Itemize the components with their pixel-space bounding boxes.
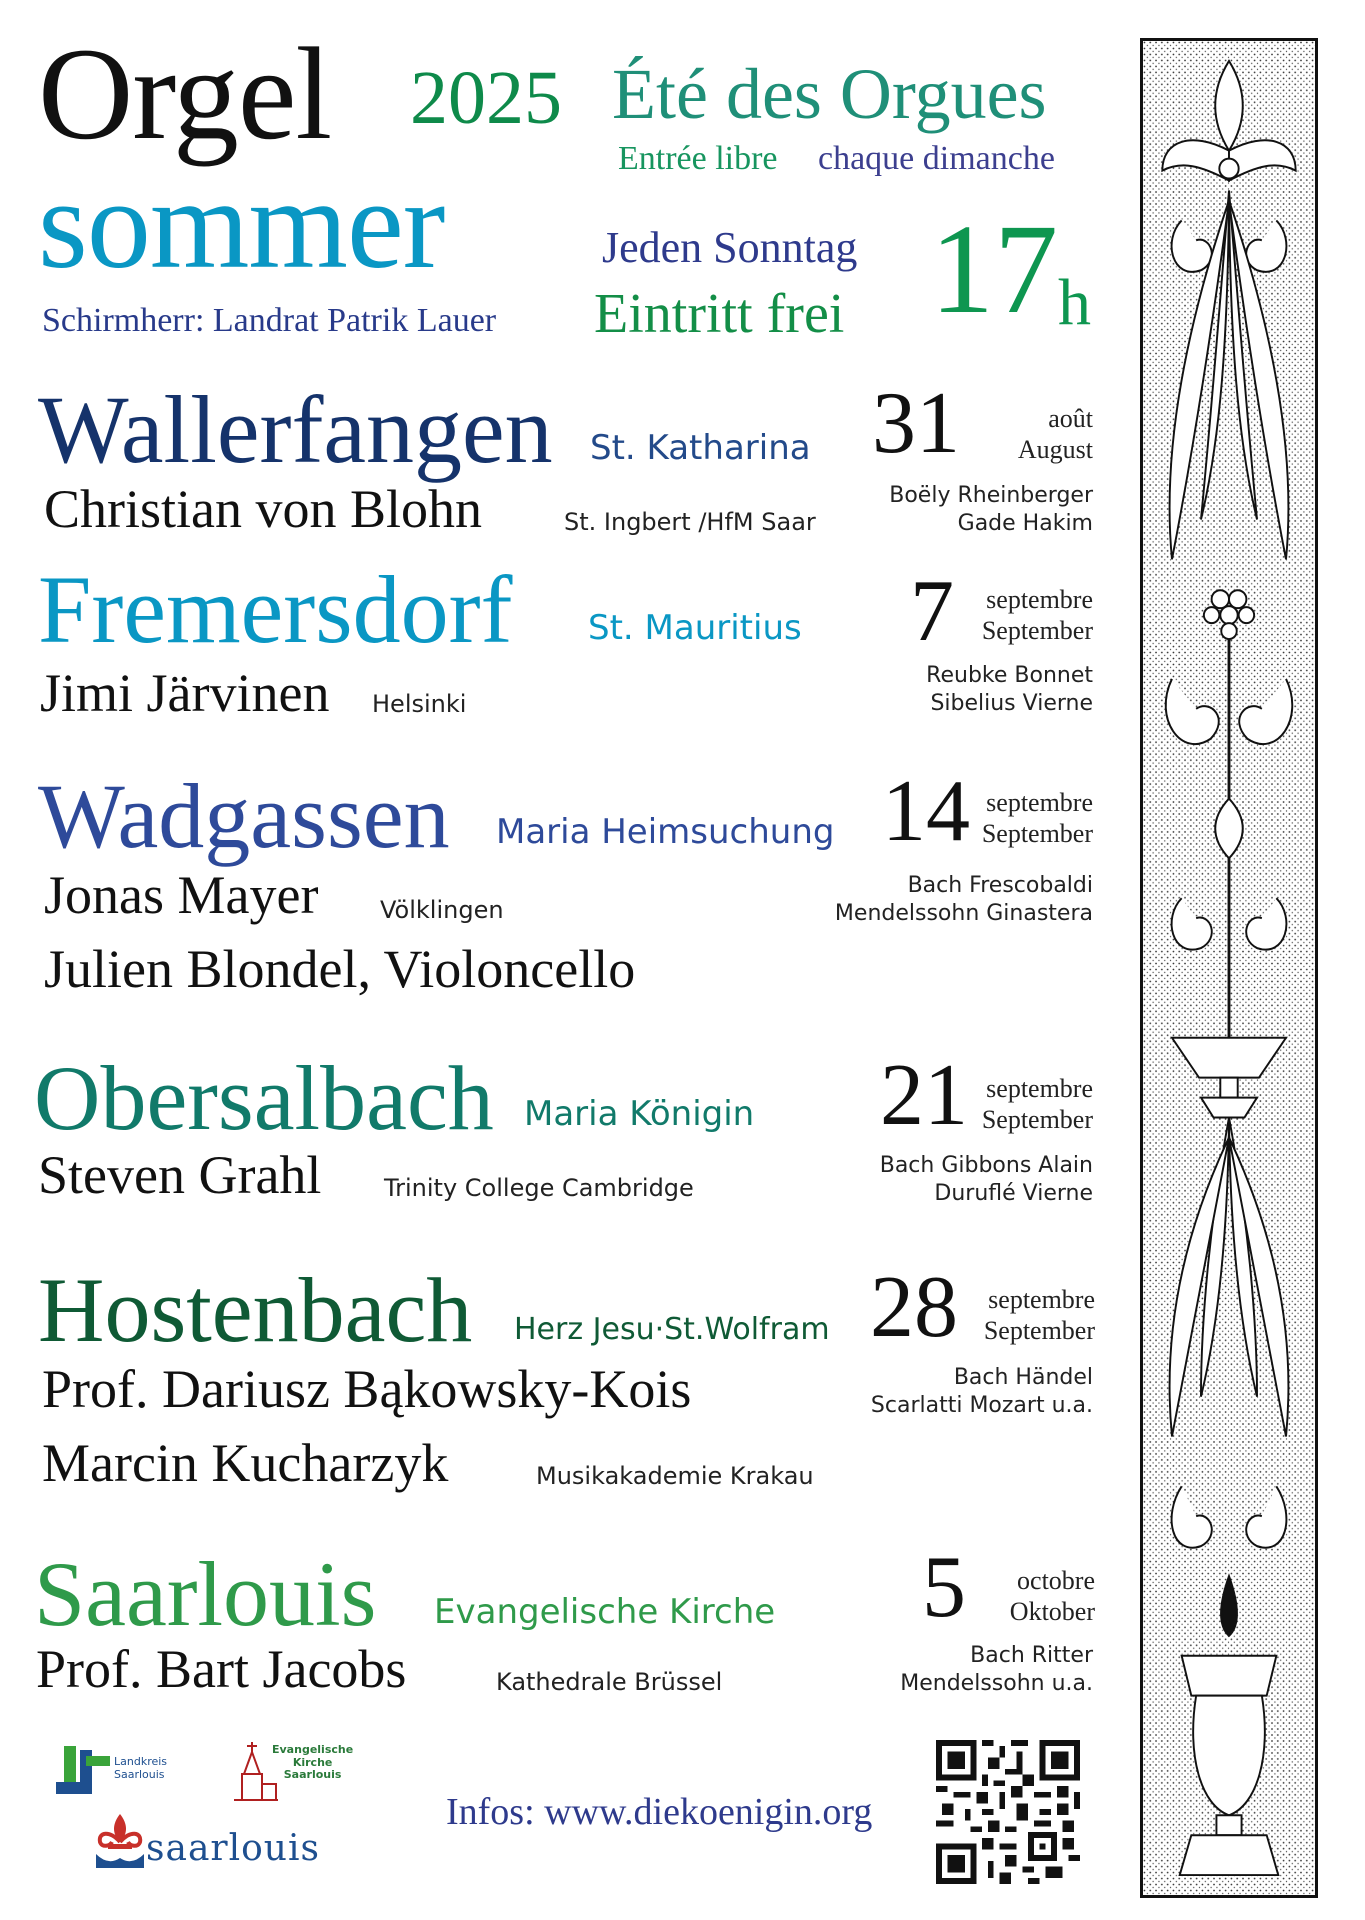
month-french: septembre xyxy=(986,788,1093,817)
entree-libre-text: Entrée libre xyxy=(618,140,778,177)
performer-origin: Helsinki xyxy=(372,690,467,718)
performer-name: Prof. Bart Jacobs xyxy=(36,1639,407,1699)
concert-day: 7 xyxy=(910,563,954,660)
concert-month xyxy=(982,788,1093,849)
landkreis-logo-line: Saarlouis xyxy=(114,1767,165,1781)
month-french: septembre xyxy=(988,1285,1095,1314)
time-hour: 17 xyxy=(930,198,1058,340)
venue-name: Hostenbach xyxy=(38,1259,473,1361)
patron-text: Schirmherr: Landrat Patrik Lauer xyxy=(42,302,497,339)
concert-month xyxy=(982,585,1093,646)
concert-program xyxy=(835,872,1093,927)
month-german: Oktober xyxy=(1009,1596,1095,1626)
church-name: St. Mauritius xyxy=(588,608,802,648)
concert-day: 21 xyxy=(880,1047,968,1144)
concert-month xyxy=(1018,404,1093,465)
saarlouis-logo-text: saarlouis xyxy=(146,1828,320,1869)
program-line: Reubke Bonnet xyxy=(926,663,1093,688)
church-name: Maria Königin xyxy=(524,1094,755,1134)
church-name: Herz Jesu·St.Wolfram xyxy=(514,1312,830,1347)
concert-day: 5 xyxy=(922,1539,966,1636)
performer-name: Christian von Blohn xyxy=(44,479,483,539)
month-german: September xyxy=(981,615,1093,645)
program-line: Mendelssohn Ginastera xyxy=(834,900,1093,926)
kirche-logo-line: Kirche xyxy=(292,1755,333,1769)
landkreis-logo-icon xyxy=(56,1742,112,1800)
performer-name: Marcin Kucharzyk xyxy=(42,1433,449,1493)
concert-month xyxy=(1010,1566,1095,1627)
kirche-logo xyxy=(232,1740,352,1802)
landkreis-logo xyxy=(56,1742,176,1800)
month-french: août xyxy=(1048,404,1093,433)
church-name: Maria Heimsuchung xyxy=(496,812,835,852)
fleur-de-lis-icon xyxy=(90,1810,150,1872)
title-year: 2025 xyxy=(410,56,562,140)
month-german: September xyxy=(981,818,1093,848)
kirche-logo-line: Evangelische xyxy=(272,1743,354,1756)
performer-origin: Völklingen xyxy=(380,896,504,924)
program-line: Sibelius Vierne xyxy=(930,690,1093,716)
jeden-sonntag-text: Jeden Sonntag xyxy=(602,223,858,272)
church-name: Evangelische Kirche xyxy=(434,1592,776,1632)
title-sommer: sommer xyxy=(38,153,445,295)
month-german: September xyxy=(983,1315,1095,1345)
concert-day: 28 xyxy=(870,1259,958,1356)
concert-program xyxy=(871,1364,1093,1419)
month-french: septembre xyxy=(986,1074,1093,1103)
time-suffix: h xyxy=(1058,266,1091,339)
performer-name: Jimi Järvinen xyxy=(40,663,330,723)
venue-name: Wallerfangen xyxy=(38,376,553,483)
performer-origin: St. Ingbert /HfM Saar xyxy=(564,508,816,536)
program-line: Bach Ritter xyxy=(970,1643,1093,1668)
ornamental-border-illustration xyxy=(1140,38,1318,1898)
kirche-logo-line: Saarlouis xyxy=(283,1768,342,1782)
concert-day: 14 xyxy=(882,763,970,860)
program-line: Boëly Rheinberger xyxy=(889,483,1093,508)
concert-month xyxy=(982,1074,1093,1135)
program-line: Duruflé Vierne xyxy=(934,1180,1093,1206)
program-line: Gade Hakim xyxy=(957,510,1093,536)
venue-name: Obersalbach xyxy=(34,1047,494,1149)
performer-origin: Kathedrale Brüssel xyxy=(496,1668,723,1696)
month-french: septembre xyxy=(986,585,1093,614)
qr-code xyxy=(936,1740,1080,1884)
title-french: Été des Orgues xyxy=(612,54,1047,134)
performer-origin: Trinity College Cambridge xyxy=(384,1174,694,1202)
performer-name: Steven Grahl xyxy=(38,1145,322,1205)
performer-name: Julien Blondel, Violoncello xyxy=(44,939,636,999)
month-french: octobre xyxy=(1017,1566,1095,1595)
performer-name: Jonas Mayer xyxy=(44,865,319,925)
performer-name: Prof. Dariusz Bąkowsky-Kois xyxy=(42,1359,692,1419)
concert-program xyxy=(889,482,1093,537)
eintritt-frei-text: Eintritt frei xyxy=(594,283,845,345)
venue-name: Fremersdorf xyxy=(38,556,513,663)
infos-url: Infos: www.diekoenigin.org xyxy=(446,1791,873,1833)
performer-origin: Musikakademie Krakau xyxy=(536,1462,814,1490)
program-line: Mendelssohn u.a. xyxy=(900,1670,1093,1696)
concert-program xyxy=(880,1152,1093,1207)
landkreis-logo-line: Landkreis xyxy=(114,1755,168,1768)
month-german: August xyxy=(1017,434,1093,464)
chaque-dimanche-text: chaque dimanche xyxy=(818,140,1055,177)
church-name: St. Katharina xyxy=(590,428,811,468)
concert-month xyxy=(984,1285,1095,1346)
title-orgel: Orgel xyxy=(38,20,332,167)
venue-name: Saarlouis xyxy=(34,1543,377,1645)
program-line: Bach Händel xyxy=(953,1365,1093,1390)
concert-day: 31 xyxy=(872,375,960,472)
program-line: Bach Gibbons Alain xyxy=(879,1153,1093,1178)
program-line: Scarlatti Mozart u.a. xyxy=(870,1392,1093,1418)
program-line: Bach Frescobaldi xyxy=(907,873,1093,898)
saarlouis-logo xyxy=(90,1810,350,1880)
month-german: September xyxy=(981,1104,1093,1134)
concert-program xyxy=(900,1642,1093,1697)
concert-program xyxy=(926,662,1093,717)
venue-name: Wadgassen xyxy=(38,765,450,867)
